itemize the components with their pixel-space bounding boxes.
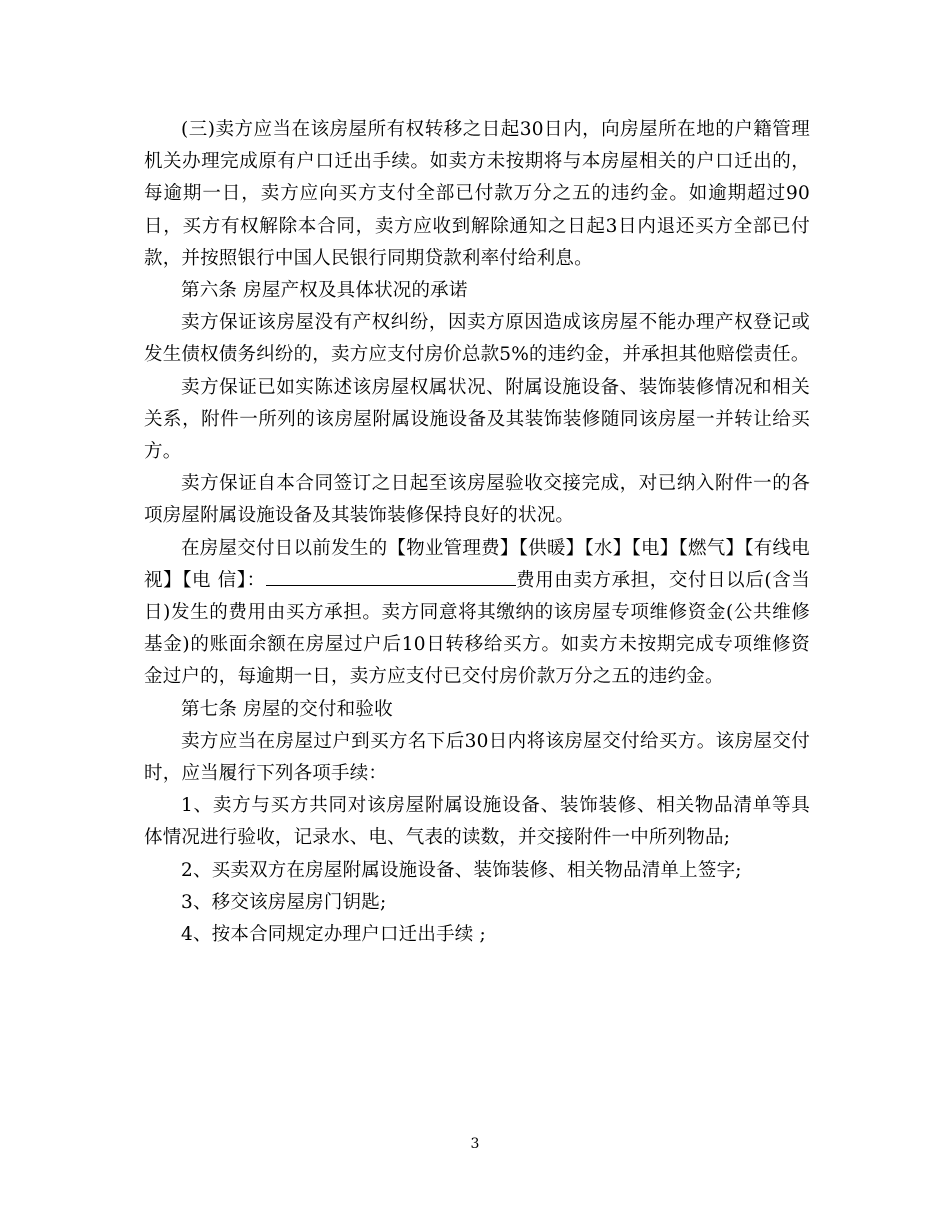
page-number: 3 (470, 1136, 480, 1152)
procedure-item-3: 3、移交该房屋房门钥匙; (181, 891, 387, 913)
procedure-item-1: 1、卖方与买方共同对该房屋附属设施设备、装饰装修、相关物品清单等具体情况进行验收，记录水、电、气表的读数，并交接附件一中所列物品; (144, 795, 810, 849)
procedure-item-2: 2、买卖双方在房屋附属设施设备、装饰装修、相关物品清单上签字; (181, 859, 742, 881)
fill-in-blank (266, 566, 516, 586)
delivery-clause: 卖方应当在房屋过户到买方名下后30日内将该房屋交付给买方。该房屋交付时，应当履行下列各项手续： (144, 730, 810, 785)
document-body (144, 114, 810, 951)
article-seven-heading: 第七条 房屋的交付和验收 (181, 698, 393, 720)
property-rights-guarantee: 卖方保证该房屋没有产权纠纷，因卖方原因造成该房屋不能办理产权登记或发生债权债务纠纷的，卖方应支付房价总款5%的违约金，并承担其他赔偿责任。 (144, 312, 810, 366)
utility-fees-rest: 费用由卖方承担，交付日以后(含当日)发生的费用由买方承担。卖方同意将其缴纳的该房屋专项维修资金(公共维修基金)的账面余额在房屋过户后10日转移给买方。如卖方未按期完成专项维修资金过户的，每逾期一日，卖方应支付已交付房价款万分之五的违约金。 (144, 569, 811, 688)
utility-fees-lead: 在房屋交付日以前发生的【物业管理费】【供暖】【水】【电】【燃气】【有线电视】【电 信】： (144, 537, 810, 591)
procedure-item-4: 4、按本合同规定办理户口迁出手续 ; (181, 924, 486, 946)
property-status-guarantee: 卖方保证已如实陈述该房屋权属状况、附属设施设备、装饰装修情况和相关关系，附件一所列的该房屋附属设施设备及其装饰装修随同该房屋一并转让给买方。 (144, 376, 810, 463)
facilities-maintenance-guarantee: 卖方保证自本合同签订之日起至该房屋验收交接完成，对已纳入附件一的各项房屋附属设施设备及其装饰装修保持良好的状况。 (144, 473, 810, 527)
utility-fees-paragraph (144, 533, 810, 694)
article-six-heading: 第六条 房屋产权及具体状况的承诺 (181, 280, 468, 302)
clause-household-registration: (三)卖方应当在该房屋所有权转移之日起30日内，向房屋所在地的户籍管理机关办理完成原有户口迁出手续。如卖方未按期将与本房屋相关的户口迁出的，每逾期一日，卖方应向买方支付全部已付款万分之五的违约金。如逾期超过90日，买方有权解除本合同，卖方应收到解除通知之日起3日内退还买方全部已付款，并按照银行中国人民银行同期贷款利率付给利息。 (144, 119, 810, 269)
